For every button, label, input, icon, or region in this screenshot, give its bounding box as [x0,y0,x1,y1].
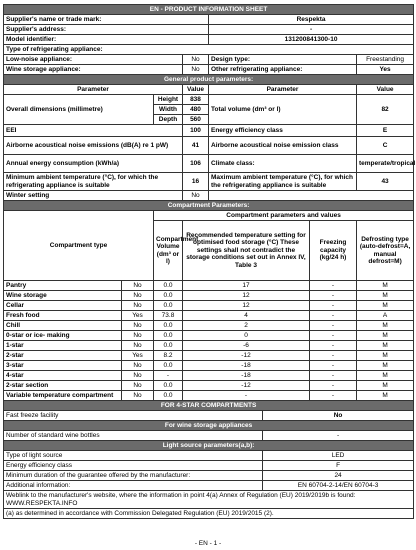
annual-energy-value: 106 [183,155,209,173]
max-temp-label: Maximum ambient temperature (°C), for which the refrigerating appliance is suitable [209,173,357,191]
additional-label: Additional information: [4,481,263,491]
compartment-name: Wine storage [4,291,122,301]
compartment-freezing: - [310,321,357,331]
compartment-freezing: - [310,341,357,351]
supplier-value: Respekta [209,15,414,25]
wine-bottles-label: Number of standard wine bottles [4,431,263,441]
compartment-row [4,381,414,391]
compartment-name: 1-star [4,341,122,351]
additional-value: EN 60704-2-14/EN 60704-3 [263,481,414,491]
col-compartment-type: Compartment type [4,211,154,281]
winter-value: No [183,191,209,201]
airborne-class-label: Airborne acoustical noise emission class [209,137,357,155]
compartment-freezing: - [310,331,357,341]
compartment-temperature: -12 [183,351,310,361]
total-volume-label: Total volume (dm³ or l) [209,95,357,125]
winter-label: Winter setting [4,191,183,201]
general-parameters-header: General product parameters: [4,75,414,85]
compartment-name: 0-star or ice- making [4,331,122,341]
compartment-present: No [122,371,154,381]
compartment-row [4,361,414,371]
weblink-text: Weblink to the manufacturer's website, where the information in point 4(a) Annex of Regulation (EU) 2019/2019b is found: WWW.RESPEKTA.INFO [4,491,414,509]
footnote-text: (a) as determined in accordance with Commission Delegated Regulation (EU) 2019/2015 (2). [4,509,414,519]
compartment-defrost: M [357,381,414,391]
light-class-label: Energy efficiency class [4,461,263,471]
compartment-present: No [122,381,154,391]
compartment-temperature: 12 [183,291,310,301]
airborne-value: 41 [183,137,209,155]
value-header-left: Value [183,85,209,95]
dimensions-label: Overall dimensions (millimetre) [4,95,154,125]
design-label: Design type: [209,55,357,65]
compartment-name: 2-star [4,351,122,361]
compartment-volume: 0.0 [154,331,183,341]
compartment-volume: 0.0 [154,321,183,331]
wine-storage-header: For wine storage appliances [4,421,414,431]
compartment-freezing: - [310,391,357,401]
compartment-row [4,371,414,381]
param-header-right: Parameter [209,85,357,95]
compartment-present: No [122,301,154,311]
page-footer: - EN - 1 - [194,540,222,547]
compartment-parameters-header: Compartment Parameters: [4,201,414,211]
compartment-name: 2-star section [4,381,122,391]
wine-label: Wine storage appliance: [4,65,183,75]
compartment-defrost: M [357,291,414,301]
compartment-row [4,341,414,351]
compartment-volume: 8.2 [154,351,183,361]
height-value: 838 [183,95,209,105]
compartment-row [4,291,414,301]
compartment-params-values-header: Compartment parameters and values [154,211,414,221]
compartment-present: No [122,321,154,331]
value-header-right: Value [357,85,414,95]
max-temp-value: 43 [357,173,414,191]
eei-value: 100 [183,125,209,137]
product-information-sheet [3,4,416,519]
compartment-name: Cellar [4,301,122,311]
four-star-header: FOR 4-STAR COMPARTMENTS [4,401,414,411]
compartment-defrost: A [357,311,414,321]
compartment-defrost: M [357,321,414,331]
compartment-temperature: -18 [183,371,310,381]
min-temp-label: Minimum ambient temperature (°C), for which the refrigerating appliance is suitable [4,173,183,191]
energy-class-label: Energy efficiency class [209,125,357,137]
compartment-freezing: - [310,301,357,311]
compartment-freezing: - [310,311,357,321]
compartment-freezing: - [310,381,357,391]
energy-class-value: E [357,125,414,137]
compartment-name: 3-star [4,361,122,371]
light-source-header: Light source parameters(a,b): [4,441,414,451]
sheet-title: EN - PRODUCT INFORMATION SHEET [4,5,414,15]
compartment-name: Variable temperature compartment [4,391,122,401]
compartment-temperature: -18 [183,361,310,371]
col-freezing: Freezing capacity (kg/24 h) [310,221,357,281]
guarantee-label: Minimum duration of the guarantee offered by the manufacturer: [4,471,263,481]
compartment-volume: - [154,371,183,381]
compartment-volume: 0.0 [154,281,183,291]
light-type-label: Type of light source [4,451,263,461]
wine-value: No [183,65,209,75]
compartment-volume: 0.0 [154,341,183,351]
compartment-defrost: M [357,341,414,351]
blank-cell [209,191,414,201]
compartment-row [4,331,414,341]
compartment-defrost: M [357,331,414,341]
compartment-temperature: 17 [183,281,310,291]
compartment-volume: 0.0 [154,361,183,371]
model-value: 131200841300-10 [209,35,414,45]
compartment-row [4,311,414,321]
guarantee-value: 24 [263,471,414,481]
compartment-present: No [122,281,154,291]
height-label: Height [154,95,183,105]
fast-freeze-value: No [263,411,414,421]
model-label: Model identifier: [4,35,209,45]
compartment-defrost: M [357,391,414,401]
compartment-defrost: M [357,351,414,361]
width-label: Width [154,105,183,115]
compartment-volume: 0.0 [154,381,183,391]
compartment-volume: 0.0 [154,301,183,311]
compartment-row [4,391,414,401]
compartment-temperature: - [183,391,310,401]
other-value: Yes [357,65,414,75]
compartment-rows [4,281,414,401]
col-temperature: Recommended temperature setting for optimised food storage (°C) These settings shall not contradict the storage conditions set out in Annex IV, Table 3 [183,221,310,281]
low-noise-label: Low-noise appliance: [4,55,183,65]
fast-freeze-label: Fast freeze facility [4,411,263,421]
compartment-defrost: M [357,281,414,291]
compartment-row [4,321,414,331]
type-label: Type of refrigerating appliance: [4,45,414,55]
compartment-volume: 0.0 [154,291,183,301]
compartment-freezing: - [310,281,357,291]
compartment-present: Yes [122,351,154,361]
col-volume: Compartment Volume (dm³ or l) [154,221,183,281]
address-label: Supplier's address: [4,25,209,35]
compartment-present: No [122,361,154,371]
compartment-name: Pantry [4,281,122,291]
compartment-present: No [122,391,154,401]
width-value: 480 [183,105,209,115]
compartment-name: Fresh food [4,311,122,321]
climate-value: temperate/tropical [357,155,414,173]
compartment-temperature: -6 [183,341,310,351]
compartment-row [4,351,414,361]
compartment-defrost: M [357,371,414,381]
compartment-name: 4-star [4,371,122,381]
compartment-temperature: 0 [183,331,310,341]
col-defrost: Defrosting type (auto-defrost=A, manual defrost=M) [357,221,414,281]
design-value: Freestanding [357,55,414,65]
compartment-present: No [122,331,154,341]
compartment-temperature: 2 [183,321,310,331]
compartment-present: No [122,341,154,351]
light-class-value: F [263,461,414,471]
compartment-present: No [122,291,154,301]
eei-label: EEI [4,125,183,137]
other-label: Other refrigerating appliance: [209,65,357,75]
compartment-present: Yes [122,311,154,321]
address-value: - [209,25,414,35]
compartment-temperature: -12 [183,381,310,391]
min-temp-value: 16 [183,173,209,191]
depth-label: Depth [154,115,183,125]
low-noise-value: No [183,55,209,65]
light-type-value: LED [263,451,414,461]
compartment-temperature: 4 [183,311,310,321]
airborne-class-value: C [357,137,414,155]
compartment-volume: 73.8 [154,311,183,321]
compartment-temperature: 12 [183,301,310,311]
compartment-name: Chill [4,321,122,331]
airborne-label: Airborne acoustical noise emissions (dB(A) re 1 pW) [4,137,183,155]
compartment-defrost: M [357,301,414,311]
compartment-defrost: M [357,361,414,371]
compartment-freezing: - [310,351,357,361]
compartment-volume: 0.0 [154,391,183,401]
compartment-freezing: - [310,361,357,371]
compartment-freezing: - [310,371,357,381]
annual-energy-label: Annual energy consumption (kWh/a) [4,155,183,173]
total-volume-value: 82 [357,95,414,125]
climate-label: Climate class: [209,155,357,173]
param-header-left: Parameter [4,85,183,95]
compartment-freezing: - [310,291,357,301]
compartment-row [4,301,414,311]
supplier-label: Supplier's name or trade mark: [4,15,209,25]
depth-value: 560 [183,115,209,125]
compartment-row [4,281,414,291]
wine-bottles-value: - [263,431,414,441]
